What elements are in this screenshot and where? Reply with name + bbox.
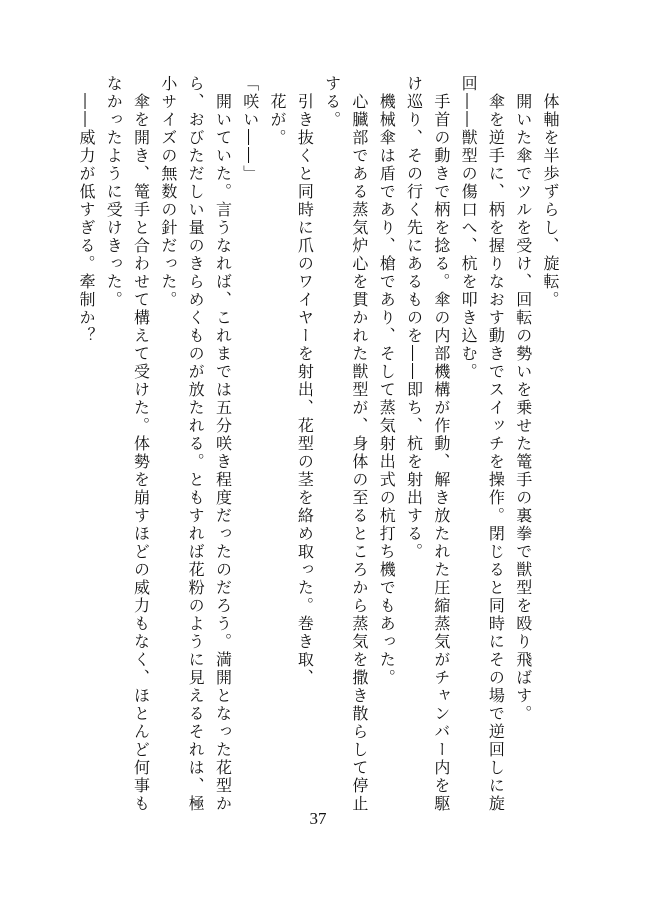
text-line: 機械傘は盾であり、槍であり、そして蒸気射出式の杭打ち機でもあった。 bbox=[377, 75, 397, 687]
text-line: 引き抜くと同時に爪のワイヤーを射出、花型の茎を絡め取った。巻き取、 bbox=[295, 75, 315, 687]
text-line: 傘を開き、篭手と合わせて構えて受けた。体勢を崩すほどの威力もなく、ほとんど何事も bbox=[131, 75, 151, 813]
text-line: ――威力が低すぎる。牽制か？ bbox=[76, 75, 96, 345]
text-line: け巡り、その行く先にあるものを――即ち、杭を射出する。 bbox=[404, 75, 424, 561]
text-line: 開いていた。言うなれば、これまでは五分咲き程度だったのだろう。満開となった花型か bbox=[213, 75, 233, 813]
text-line: 回――獣型の傷口へ、杭を叩き込む。 bbox=[459, 75, 479, 381]
text-line: 「咲い――」 bbox=[240, 75, 260, 183]
text-line: 小サイズの無数の針だった。 bbox=[158, 75, 178, 309]
text-line: 心臓部である蒸気炉心を貫かれた獣型が、身体の至るところから蒸気を撒き散らして停止 bbox=[349, 75, 369, 813]
text-line: 傘を逆手に、柄を握りなおす動きでスイッチを操作。閉じると同時にその場で逆回しに旋 bbox=[486, 75, 506, 813]
text-line: ら、おびただしい量のきらめくものが放たれる。ともすれば花粉のように見えるそれは、極 bbox=[186, 75, 206, 813]
vertical-body-text bbox=[73, 75, 564, 813]
page-number: 37 bbox=[309, 809, 327, 828]
text-line: 開いた傘でツルを受け、回転の勢いを乗せた篭手の裏拳で獣型を殴り飛ばす。 bbox=[513, 75, 533, 723]
text-line: なかったように受けきった。 bbox=[104, 75, 124, 309]
text-line: する。 bbox=[322, 75, 342, 129]
text-line: 手首の動きで柄を捻る。傘の内部機構が作動、解き放たれた圧縮蒸気がチャンバー内を駆 bbox=[431, 75, 451, 813]
text-line: 体軸を半歩ずらし、旋転。 bbox=[541, 75, 560, 309]
text-line: 花が。 bbox=[268, 75, 288, 147]
